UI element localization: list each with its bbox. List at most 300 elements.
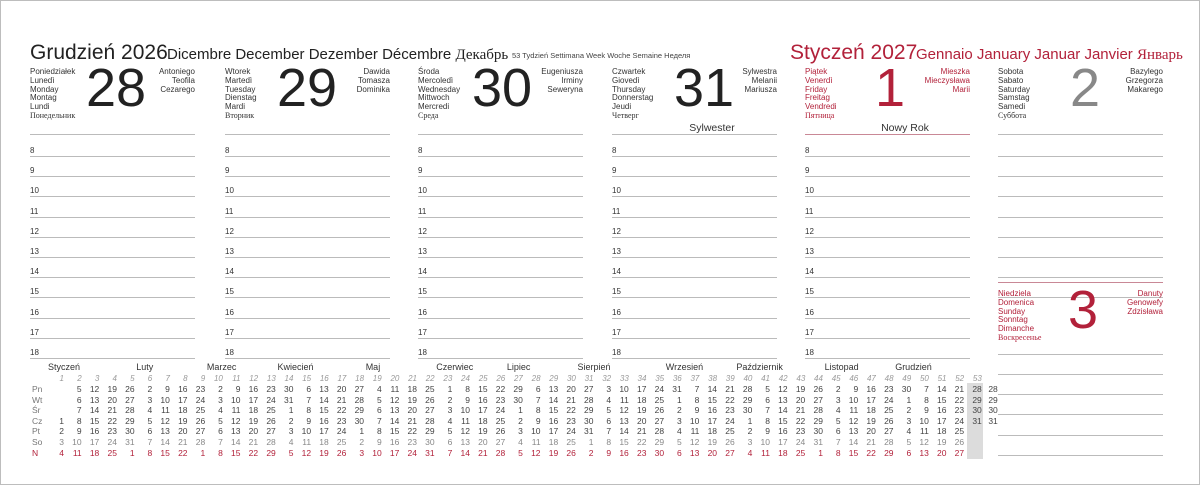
mini-day[interactable]: 18 bbox=[866, 405, 876, 416]
mini-day[interactable]: 21 bbox=[478, 447, 488, 458]
mini-day[interactable]: 23 bbox=[884, 384, 894, 394]
next-year-day[interactable]: 30 bbox=[988, 405, 998, 416]
mini-day[interactable]: 26 bbox=[654, 405, 665, 416]
mini-day[interactable]: 30 bbox=[813, 426, 823, 437]
mini-day[interactable]: 26 bbox=[336, 447, 347, 458]
mini-day[interactable]: 5 bbox=[447, 426, 453, 437]
mini-day[interactable]: 17 bbox=[636, 384, 647, 394]
mini-day[interactable]: 27 bbox=[495, 437, 506, 447]
mini-day[interactable]: 16 bbox=[178, 384, 188, 394]
mini-day[interactable]: 30 bbox=[283, 384, 294, 394]
mini-day[interactable]: 20 bbox=[407, 405, 417, 416]
hour-line[interactable] bbox=[612, 237, 777, 238]
mini-day[interactable]: 20 bbox=[866, 426, 876, 437]
mini-day[interactable]: 6 bbox=[447, 437, 453, 447]
mini-day[interactable]: 23 bbox=[407, 437, 417, 447]
mini-day[interactable]: 26 bbox=[725, 437, 735, 447]
mini-day[interactable]: 29 bbox=[742, 394, 753, 405]
mini-day[interactable]: 3 bbox=[147, 394, 153, 405]
mini-day[interactable]: 11 bbox=[231, 405, 241, 416]
hour-line[interactable] bbox=[805, 277, 970, 278]
mini-day[interactable]: 24 bbox=[336, 426, 347, 437]
mini-day[interactable]: 1 bbox=[59, 415, 64, 426]
mini-day[interactable]: 10 bbox=[160, 394, 170, 405]
hour-line[interactable] bbox=[225, 156, 390, 157]
mini-day[interactable]: 26 bbox=[266, 415, 276, 426]
sunday-line[interactable] bbox=[998, 394, 1163, 395]
mini-day[interactable]: 3 bbox=[835, 394, 841, 405]
mini-day[interactable]: 20 bbox=[636, 415, 647, 426]
mini-day[interactable]: 4 bbox=[447, 415, 453, 426]
mini-day[interactable]: 19 bbox=[866, 415, 876, 426]
mini-day[interactable]: 24 bbox=[495, 405, 506, 416]
mini-day[interactable]: 4 bbox=[835, 405, 841, 416]
mini-day[interactable]: 9 bbox=[606, 447, 612, 458]
mini-day[interactable]: 2 bbox=[447, 394, 453, 405]
mini-day[interactable]: 5 bbox=[147, 415, 153, 426]
mini-day[interactable]: 18 bbox=[478, 415, 488, 426]
mini-day[interactable]: 2 bbox=[147, 384, 153, 394]
sunday-line[interactable] bbox=[998, 414, 1163, 415]
mini-day[interactable]: 24 bbox=[795, 437, 806, 447]
mini-day[interactable]: 12 bbox=[531, 447, 541, 458]
mini-day[interactable]: 5 bbox=[218, 415, 223, 426]
mini-day[interactable]: 12 bbox=[160, 415, 170, 426]
mini-day[interactable]: 26 bbox=[425, 394, 435, 405]
mini-day[interactable]: 27 bbox=[813, 394, 823, 405]
mini-day[interactable]: 7 bbox=[306, 394, 312, 405]
mini-day[interactable]: 19 bbox=[478, 426, 488, 437]
mini-day[interactable]: 2 bbox=[747, 426, 753, 437]
mini-day[interactable]: 31 bbox=[813, 437, 823, 447]
mini-day[interactable]: 8 bbox=[535, 405, 541, 416]
mini-day[interactable]: 6 bbox=[306, 384, 312, 394]
mini-day[interactable]: 8 bbox=[924, 394, 929, 405]
mini-day[interactable]: 26 bbox=[954, 437, 965, 447]
mini-day[interactable]: 19 bbox=[636, 405, 647, 416]
mini-day[interactable]: 14 bbox=[460, 447, 470, 458]
mini-day[interactable]: 8 bbox=[465, 384, 470, 394]
mini-day[interactable]: 21 bbox=[725, 384, 735, 394]
mini-day[interactable]: 20 bbox=[248, 426, 259, 437]
hour-line[interactable] bbox=[225, 196, 390, 197]
mini-day[interactable]: 3 bbox=[59, 437, 64, 447]
mini-day[interactable]: 30 bbox=[972, 405, 982, 416]
mini-day[interactable]: 14 bbox=[778, 405, 788, 416]
mini-day[interactable]: 30 bbox=[901, 384, 912, 394]
mini-day[interactable]: 17 bbox=[707, 415, 718, 426]
mini-day[interactable]: 21 bbox=[407, 415, 417, 426]
mini-day[interactable]: 15 bbox=[160, 447, 170, 458]
mini-day[interactable]: 21 bbox=[636, 426, 647, 437]
mini-day[interactable]: 9 bbox=[76, 426, 82, 437]
hour-line[interactable] bbox=[805, 257, 970, 258]
hour-line[interactable] bbox=[30, 156, 195, 157]
hour-line[interactable] bbox=[30, 338, 195, 339]
mini-day[interactable]: 1 bbox=[677, 394, 682, 405]
mini-day[interactable]: 28 bbox=[354, 394, 365, 405]
mini-day[interactable]: 29 bbox=[813, 415, 823, 426]
mini-day[interactable]: 27 bbox=[125, 394, 135, 405]
mini-day[interactable]: 13 bbox=[89, 394, 100, 405]
mini-day[interactable]: 30 bbox=[425, 437, 435, 447]
hour-line[interactable] bbox=[805, 297, 970, 298]
mini-day[interactable]: 8 bbox=[76, 415, 82, 426]
mini-day[interactable]: 18 bbox=[178, 405, 188, 416]
mini-day[interactable]: 1 bbox=[906, 394, 912, 405]
mini-day[interactable]: 28 bbox=[266, 437, 276, 447]
mini-day[interactable]: 14 bbox=[389, 415, 400, 426]
mini-day[interactable]: 16 bbox=[478, 394, 488, 405]
mini-day[interactable]: 2 bbox=[218, 384, 223, 394]
hour-line[interactable] bbox=[805, 176, 970, 177]
mini-day[interactable]: 20 bbox=[707, 447, 718, 458]
mini-day[interactable]: 9 bbox=[465, 394, 470, 405]
mini-day[interactable]: 1 bbox=[447, 384, 453, 394]
mini-day[interactable]: 28 bbox=[742, 384, 753, 394]
hour-line[interactable] bbox=[418, 237, 583, 238]
mini-day[interactable]: 1 bbox=[359, 426, 365, 437]
hour-line[interactable] bbox=[805, 156, 970, 157]
sunday-line[interactable] bbox=[998, 435, 1163, 436]
mini-day[interactable]: 3 bbox=[606, 384, 612, 394]
mini-day[interactable]: 26 bbox=[125, 384, 135, 394]
mini-day[interactable]: 5 bbox=[606, 405, 612, 416]
mini-day[interactable]: 4 bbox=[677, 426, 682, 437]
saturday-line[interactable] bbox=[998, 257, 1163, 258]
mini-day[interactable]: 26 bbox=[195, 415, 206, 426]
mini-day[interactable]: 12 bbox=[89, 384, 100, 394]
mini-day[interactable]: 18 bbox=[778, 447, 788, 458]
mini-day[interactable]: 22 bbox=[178, 447, 188, 458]
mini-day[interactable]: 30 bbox=[742, 405, 753, 416]
mini-day[interactable]: 24 bbox=[195, 394, 206, 405]
mini-day[interactable]: 22 bbox=[495, 384, 506, 394]
mini-day[interactable]: 23 bbox=[636, 447, 647, 458]
mini-day[interactable]: 11 bbox=[690, 426, 700, 437]
mini-day[interactable]: 26 bbox=[884, 415, 894, 426]
mini-day[interactable]: 17 bbox=[178, 394, 188, 405]
mini-day[interactable]: 19 bbox=[937, 437, 947, 447]
hour-line[interactable] bbox=[612, 257, 777, 258]
mini-day[interactable]: 24 bbox=[107, 437, 117, 447]
mini-day[interactable]: 1 bbox=[288, 405, 294, 416]
mini-day[interactable]: 5 bbox=[518, 447, 523, 458]
mini-day[interactable]: 7 bbox=[924, 384, 929, 394]
mini-day[interactable]: 31 bbox=[283, 394, 294, 405]
mini-day[interactable]: 15 bbox=[319, 405, 329, 416]
mini-day[interactable]: 24 bbox=[407, 447, 417, 458]
hour-line[interactable] bbox=[418, 277, 583, 278]
mini-day[interactable]: 4 bbox=[376, 384, 382, 394]
mini-day[interactable]: 9 bbox=[694, 405, 700, 416]
hour-line[interactable] bbox=[30, 277, 195, 278]
mini-day[interactable]: 10 bbox=[689, 415, 700, 426]
sunday-line[interactable] bbox=[998, 455, 1163, 456]
mini-day[interactable]: 22 bbox=[566, 405, 576, 416]
mini-day[interactable]: 14 bbox=[707, 384, 718, 394]
mini-day[interactable]: 13 bbox=[689, 447, 700, 458]
hour-line[interactable] bbox=[418, 257, 583, 258]
mini-day[interactable]: 14 bbox=[89, 405, 100, 416]
hour-line[interactable] bbox=[225, 297, 390, 298]
mini-day[interactable]: 27 bbox=[954, 447, 965, 458]
mini-day[interactable]: 18 bbox=[407, 384, 417, 394]
hour-line[interactable] bbox=[805, 318, 970, 319]
mini-day[interactable]: 23 bbox=[336, 415, 347, 426]
mini-day[interactable]: 8 bbox=[376, 426, 382, 437]
mini-day[interactable]: 29 bbox=[584, 405, 594, 416]
mini-day[interactable]: 24 bbox=[954, 415, 965, 426]
mini-day[interactable]: 22 bbox=[866, 447, 876, 458]
mini-day[interactable]: 12 bbox=[619, 405, 629, 416]
mini-day[interactable]: 14 bbox=[319, 394, 329, 405]
hour-line[interactable] bbox=[418, 217, 583, 218]
mini-day[interactable]: 12 bbox=[919, 437, 929, 447]
mini-day[interactable]: 27 bbox=[266, 426, 276, 437]
hour-line[interactable] bbox=[225, 176, 390, 177]
mini-day[interactable]: 7 bbox=[606, 426, 612, 437]
hour-line[interactable] bbox=[418, 176, 583, 177]
mini-day[interactable]: 10 bbox=[301, 426, 312, 437]
mini-day[interactable]: 5 bbox=[835, 415, 841, 426]
mini-day[interactable]: 13 bbox=[548, 384, 559, 394]
mini-day[interactable]: 9 bbox=[924, 405, 929, 416]
mini-day[interactable]: 11 bbox=[619, 394, 629, 405]
hour-line[interactable] bbox=[418, 196, 583, 197]
hour-line[interactable] bbox=[30, 318, 195, 319]
mini-day[interactable]: 17 bbox=[866, 394, 876, 405]
mini-day[interactable]: 19 bbox=[178, 415, 188, 426]
mini-day[interactable]: 13 bbox=[231, 426, 241, 437]
mini-day[interactable]: 4 bbox=[218, 405, 223, 416]
hour-line[interactable] bbox=[225, 237, 390, 238]
mini-day[interactable]: 22 bbox=[725, 394, 735, 405]
mini-day[interactable]: 24 bbox=[266, 394, 276, 405]
mini-day[interactable]: 22 bbox=[248, 447, 259, 458]
mini-day[interactable]: 25 bbox=[195, 405, 206, 416]
hour-line[interactable] bbox=[418, 358, 583, 359]
mini-day[interactable]: 30 bbox=[354, 415, 365, 426]
mini-day[interactable]: 3 bbox=[747, 437, 753, 447]
mini-day[interactable]: 13 bbox=[619, 415, 629, 426]
mini-day[interactable]: 12 bbox=[301, 447, 312, 458]
mini-day[interactable]: 7 bbox=[76, 405, 82, 416]
hour-line[interactable] bbox=[805, 338, 970, 339]
mini-day[interactable]: 28 bbox=[972, 384, 982, 394]
mini-day[interactable]: 27 bbox=[725, 447, 735, 458]
mini-day[interactable]: 7 bbox=[835, 437, 841, 447]
mini-day[interactable]: 25 bbox=[795, 447, 806, 458]
mini-day[interactable]: 6 bbox=[677, 447, 682, 458]
mini-day[interactable]: 19 bbox=[407, 394, 417, 405]
mini-day[interactable]: 23 bbox=[195, 384, 206, 394]
mini-day[interactable]: 21 bbox=[178, 437, 188, 447]
mini-day[interactable]: 15 bbox=[478, 384, 488, 394]
mini-day[interactable]: 20 bbox=[178, 426, 188, 437]
hour-line[interactable] bbox=[30, 257, 195, 258]
mini-day[interactable]: 10 bbox=[72, 437, 82, 447]
mini-day[interactable]: 22 bbox=[336, 405, 347, 416]
mini-day[interactable]: 10 bbox=[919, 415, 929, 426]
mini-day[interactable]: 7 bbox=[218, 437, 223, 447]
mini-day[interactable]: 15 bbox=[707, 394, 718, 405]
mini-day[interactable]: 30 bbox=[125, 426, 135, 437]
next-year-day[interactable]: 29 bbox=[988, 394, 998, 405]
mini-day[interactable]: 29 bbox=[425, 426, 435, 437]
mini-day[interactable]: 4 bbox=[518, 437, 523, 447]
mini-day[interactable]: 8 bbox=[306, 405, 312, 416]
mini-day[interactable]: 27 bbox=[654, 415, 665, 426]
mini-day[interactable]: 16 bbox=[707, 405, 718, 416]
mini-day[interactable]: 15 bbox=[89, 415, 100, 426]
mini-day[interactable]: 16 bbox=[937, 405, 947, 416]
mini-day[interactable]: 9 bbox=[535, 415, 541, 426]
mini-day[interactable]: 20 bbox=[336, 384, 347, 394]
mini-day[interactable]: 14 bbox=[619, 426, 629, 437]
mini-day[interactable]: 20 bbox=[937, 447, 947, 458]
mini-day[interactable]: 3 bbox=[359, 447, 365, 458]
mini-day[interactable]: 21 bbox=[107, 405, 117, 416]
mini-day[interactable]: 28 bbox=[195, 437, 206, 447]
mini-day[interactable]: 24 bbox=[566, 426, 576, 437]
mini-day[interactable]: 6 bbox=[906, 447, 912, 458]
mini-day[interactable]: 22 bbox=[954, 394, 965, 405]
mini-day[interactable]: 10 bbox=[848, 394, 859, 405]
mini-day[interactable]: 15 bbox=[848, 447, 859, 458]
mini-day[interactable]: 20 bbox=[478, 437, 488, 447]
mini-day[interactable]: 31 bbox=[425, 447, 435, 458]
mini-day[interactable]: 21 bbox=[954, 384, 965, 394]
hour-line[interactable] bbox=[225, 217, 390, 218]
mini-day[interactable]: 29 bbox=[513, 384, 523, 394]
mini-day[interactable]: 31 bbox=[672, 384, 682, 394]
hour-line[interactable] bbox=[805, 358, 970, 359]
mini-day[interactable]: 7 bbox=[447, 447, 453, 458]
hour-line[interactable] bbox=[30, 196, 195, 197]
mini-day[interactable]: 12 bbox=[389, 394, 400, 405]
mini-day[interactable]: 15 bbox=[231, 447, 241, 458]
mini-day[interactable]: 26 bbox=[566, 447, 576, 458]
mini-day[interactable]: 28 bbox=[654, 426, 665, 437]
mini-day[interactable]: 12 bbox=[460, 426, 470, 437]
mini-day[interactable]: 19 bbox=[795, 384, 806, 394]
mini-day[interactable]: 3 bbox=[288, 426, 294, 437]
mini-day[interactable]: 24 bbox=[884, 394, 894, 405]
hour-line[interactable] bbox=[612, 358, 777, 359]
mini-day[interactable]: 3 bbox=[906, 415, 912, 426]
hour-line[interactable] bbox=[30, 217, 195, 218]
mini-day[interactable]: 22 bbox=[636, 437, 647, 447]
mini-day[interactable]: 25 bbox=[954, 426, 965, 437]
mini-day[interactable]: 8 bbox=[765, 415, 770, 426]
mini-day[interactable]: 6 bbox=[535, 384, 541, 394]
mini-day[interactable]: 6 bbox=[76, 394, 82, 405]
mini-day[interactable]: 21 bbox=[248, 437, 259, 447]
mini-day[interactable]: 10 bbox=[372, 447, 382, 458]
mini-day[interactable]: 22 bbox=[407, 426, 417, 437]
mini-day[interactable]: 10 bbox=[760, 437, 770, 447]
mini-day[interactable]: 13 bbox=[919, 447, 929, 458]
mini-day[interactable]: 15 bbox=[619, 437, 629, 447]
mini-day[interactable]: 25 bbox=[266, 405, 276, 416]
mini-day[interactable]: 2 bbox=[518, 415, 523, 426]
mini-day[interactable]: 5 bbox=[288, 447, 294, 458]
mini-day[interactable]: 4 bbox=[747, 447, 753, 458]
mini-day[interactable]: 31 bbox=[125, 437, 135, 447]
mini-day[interactable]: 29 bbox=[884, 447, 894, 458]
mini-day[interactable]: 7 bbox=[376, 415, 382, 426]
mini-day[interactable]: 27 bbox=[584, 384, 594, 394]
mini-day[interactable]: 22 bbox=[107, 415, 117, 426]
mini-day[interactable]: 2 bbox=[835, 384, 841, 394]
hour-line[interactable] bbox=[418, 338, 583, 339]
mini-day[interactable]: 8 bbox=[147, 447, 153, 458]
mini-day[interactable]: 17 bbox=[478, 405, 488, 416]
mini-day[interactable]: 8 bbox=[835, 447, 841, 458]
mini-day[interactable]: 11 bbox=[302, 437, 312, 447]
mini-day[interactable]: 16 bbox=[319, 415, 329, 426]
mini-day[interactable]: 22 bbox=[795, 415, 806, 426]
mini-day[interactable]: 14 bbox=[231, 437, 241, 447]
mini-day[interactable]: 28 bbox=[813, 405, 823, 416]
mini-day[interactable]: 5 bbox=[906, 437, 912, 447]
mini-day[interactable]: 25 bbox=[107, 447, 117, 458]
mini-day[interactable]: 29 bbox=[125, 415, 135, 426]
mini-day[interactable]: 11 bbox=[531, 437, 541, 447]
hour-line[interactable] bbox=[612, 217, 777, 218]
mini-day[interactable]: 21 bbox=[336, 394, 347, 405]
mini-day[interactable]: 6 bbox=[218, 426, 223, 437]
mini-day[interactable]: 26 bbox=[495, 426, 506, 437]
hour-line[interactable] bbox=[30, 176, 195, 177]
hour-line[interactable] bbox=[225, 358, 390, 359]
mini-day[interactable]: 7 bbox=[765, 405, 770, 416]
mini-day[interactable]: 13 bbox=[778, 394, 788, 405]
hour-line[interactable] bbox=[418, 156, 583, 157]
mini-day[interactable]: 25 bbox=[336, 437, 347, 447]
mini-day[interactable]: 25 bbox=[566, 437, 576, 447]
mini-day[interactable]: 16 bbox=[248, 384, 259, 394]
mini-day[interactable]: 28 bbox=[495, 447, 506, 458]
mini-day[interactable]: 17 bbox=[248, 394, 259, 405]
mini-day[interactable]: 25 bbox=[884, 405, 894, 416]
mini-day[interactable]: 9 bbox=[165, 384, 170, 394]
mini-day[interactable]: 6 bbox=[376, 405, 382, 416]
hour-line[interactable] bbox=[805, 196, 970, 197]
mini-day[interactable]: 17 bbox=[548, 426, 559, 437]
mini-day[interactable]: 10 bbox=[231, 394, 241, 405]
next-year-day[interactable]: 28 bbox=[988, 384, 998, 394]
mini-day[interactable]: 14 bbox=[548, 394, 559, 405]
mini-day[interactable]: 24 bbox=[654, 384, 665, 394]
mini-day[interactable]: 4 bbox=[288, 437, 294, 447]
mini-day[interactable]: 25 bbox=[495, 415, 506, 426]
mini-day[interactable]: 1 bbox=[818, 447, 823, 458]
mini-day[interactable]: 9 bbox=[235, 384, 241, 394]
mini-day[interactable]: 6 bbox=[765, 394, 770, 405]
mini-day[interactable]: 30 bbox=[584, 415, 594, 426]
mini-day[interactable]: 1 bbox=[518, 405, 523, 416]
mini-day[interactable]: 27 bbox=[354, 384, 365, 394]
mini-day[interactable]: 28 bbox=[884, 437, 894, 447]
mini-day[interactable]: 31 bbox=[972, 415, 982, 426]
mini-day[interactable]: 23 bbox=[566, 415, 576, 426]
mini-day[interactable]: 2 bbox=[359, 437, 365, 447]
hour-line[interactable] bbox=[30, 237, 195, 238]
hour-line[interactable] bbox=[612, 338, 777, 339]
hour-line[interactable] bbox=[612, 318, 777, 319]
